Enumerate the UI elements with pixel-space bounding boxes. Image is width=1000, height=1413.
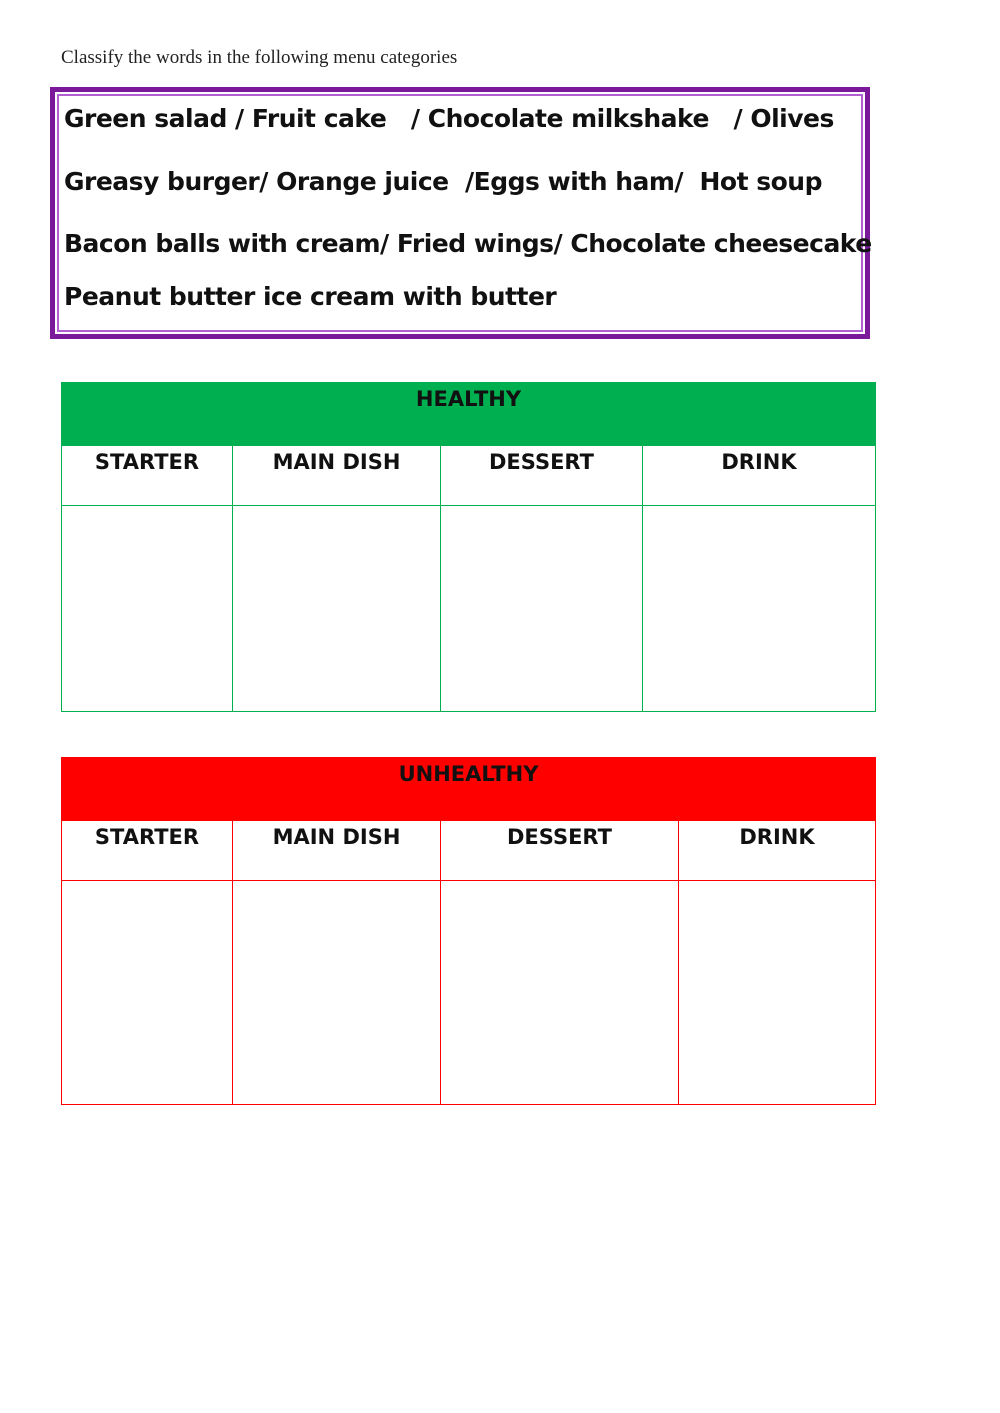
unhealthy-dessert-cell[interactable] (441, 881, 679, 1105)
word-bank-line: Bacon balls with cream/ Fried wings/ Chocolate cheesecake (64, 229, 872, 258)
word-bank-line: Green salad / Fruit cake / Chocolate milkshake / Olives (64, 104, 834, 133)
unhealthy-starter-cell[interactable] (62, 881, 233, 1105)
word-bank-line: Greasy burger/ Orange juice /Eggs with ham/ Hot soup (64, 167, 822, 196)
unhealthy-header-starter: STARTER (62, 821, 233, 881)
word-bank-line: Peanut butter ice cream with butter (64, 282, 557, 311)
unhealthy-title: UNHEALTHY (62, 758, 876, 821)
healthy-title: HEALTHY (62, 383, 876, 446)
unhealthy-header-main-dish: MAIN DISH (233, 821, 441, 881)
healthy-header-drink: DRINK (643, 446, 876, 506)
healthy-header-main-dish: MAIN DISH (233, 446, 441, 506)
unhealthy-header-dessert: DESSERT (441, 821, 679, 881)
unhealthy-header-drink: DRINK (679, 821, 876, 881)
word-bank-box (50, 87, 870, 339)
instruction-text: Classify the words in the following menu categories (61, 47, 458, 68)
healthy-dessert-cell[interactable] (441, 506, 643, 712)
unhealthy-table (61, 757, 876, 1105)
healthy-drink-cell[interactable] (643, 506, 876, 712)
healthy-main-dish-cell[interactable] (233, 506, 441, 712)
healthy-table (61, 382, 876, 712)
unhealthy-main-dish-cell[interactable] (233, 881, 441, 1105)
healthy-starter-cell[interactable] (62, 506, 233, 712)
healthy-header-dessert: DESSERT (441, 446, 643, 506)
unhealthy-drink-cell[interactable] (679, 881, 876, 1105)
healthy-header-starter: STARTER (62, 446, 233, 506)
